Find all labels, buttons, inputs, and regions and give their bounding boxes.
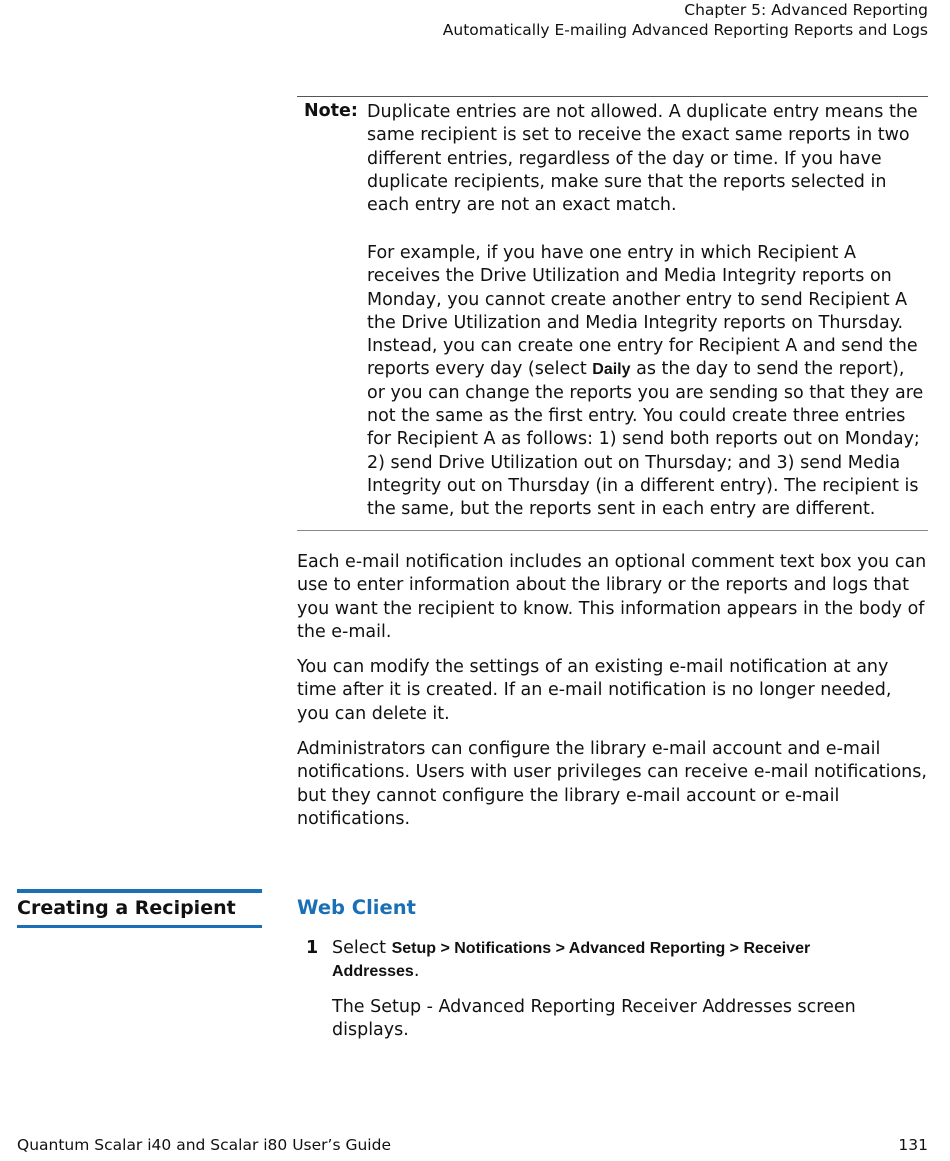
footer-guide-title: Quantum Scalar i40 and Scalar i80 User’s Guide bbox=[17, 1136, 391, 1154]
step-1-prefix: Select bbox=[332, 938, 392, 958]
running-header-section: Automatically E-mailing Advanced Reporting Reports and Logs bbox=[442, 21, 928, 39]
note-label: Note: bbox=[304, 101, 358, 121]
note-box bbox=[297, 96, 928, 531]
note-paragraph-1: Duplicate entries are not allowed. A duplicate entry means the same recipient is set to receive the exact same reports in two different entries, regardless of the day or time. If you have duplicate recipients, make sure that the reports selected in each entry are not an exact match. bbox=[367, 102, 918, 216]
note-paragraph-2 bbox=[367, 242, 927, 522]
note-text-before: For example, if you have one entry in which Recipient A receives the Drive Utilization and Media Integrity reports on Monday, you cannot create another entry to send Recipient A the Drive Utilization and Media Integrity reports on Thursday. Instead, you can create one entry for Recipient A and send the reports every day (select bbox=[367, 243, 918, 380]
step-1-suffix: . bbox=[413, 961, 420, 982]
body-paragraph-2: You can modify the settings of an existing e-mail notification at any time after it is created. If an e-mail notification is no longer needed, you can delete it. bbox=[297, 657, 892, 724]
step-number: 1 bbox=[306, 938, 319, 958]
daily-ui-term: Daily bbox=[592, 361, 631, 379]
section-heading: Creating a Recipient bbox=[17, 897, 236, 919]
section-rule-bottom bbox=[17, 925, 262, 928]
body-paragraph-3: Administrators can configure the library e-mail account and e-mail notifications. Users with user privileges can receive e-mail notifications, but they cannot configure the library e-mail account or e-mail notifications. bbox=[297, 739, 927, 829]
subsection-heading: Web Client bbox=[297, 896, 416, 919]
step-1-result: The Setup - Advanced Reporting Receiver Addresses screen displays. bbox=[332, 997, 856, 1041]
menu-path: Setup > Notifications > Advanced Reporting > Receiver Addresses bbox=[332, 940, 811, 981]
note-text-after: as the day to send the report), or you can change the reports you are sending so that they are not the same as the first entry. You could create three entries for Recipient A as follows: 1) send both reports out on Monday; 2) send Drive Utilization out on Thursday; and 3) send Media Integrity out on Thursday (in a different entry). The recipient is the same, but the reports sent in each entry are different. bbox=[367, 359, 924, 520]
running-header-chapter: Chapter 5: Advanced Reporting bbox=[684, 1, 928, 19]
step-1-text bbox=[332, 937, 892, 984]
footer-page-number: 131 bbox=[898, 1136, 928, 1154]
body-paragraph-1: Each e-mail notification includes an optional comment text box you can use to enter information about the library or the reports and logs that you want the recipient to know. This information appears in the body of the e-mail. bbox=[297, 552, 927, 642]
section-rule-top bbox=[17, 889, 262, 893]
